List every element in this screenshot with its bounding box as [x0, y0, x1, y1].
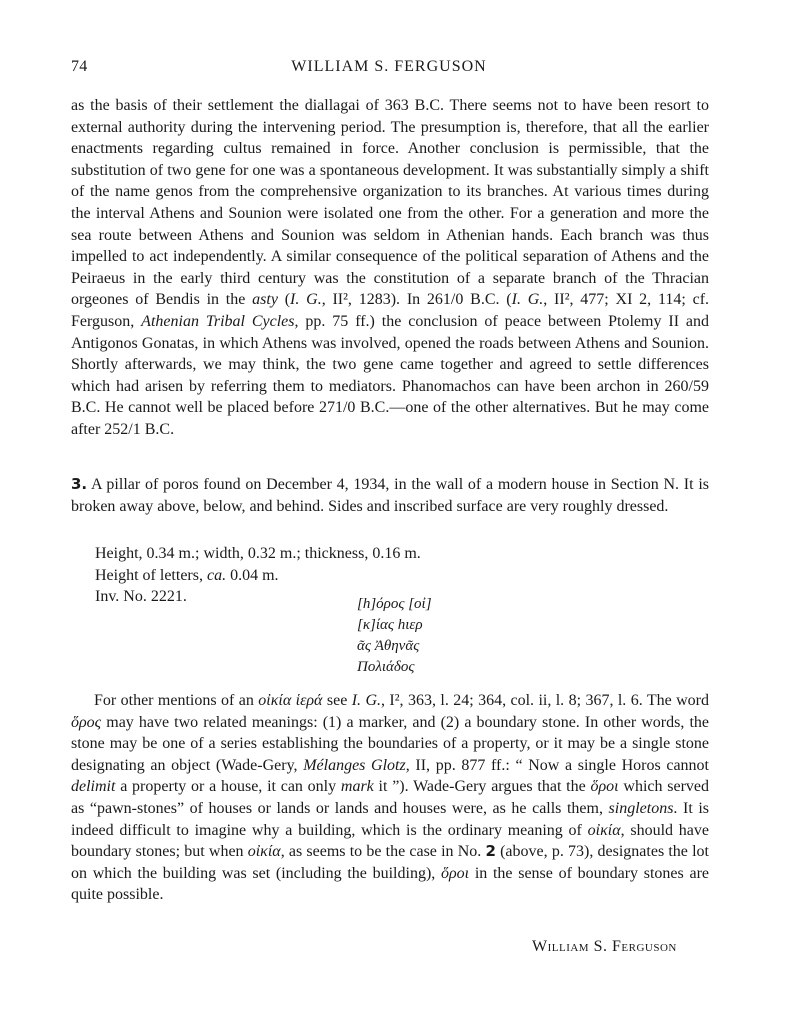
entry-number: 3.: [71, 475, 88, 493]
paragraph-continuation: as the basis of their settlement the diallagai of 363 B.C. There seems not to have been resort to external authority during the intervening period. The presumption is, therefore, that all the earlier enactments regarding cultus remained in force. Another conclusion is permissible, that the substitution of two gene for one was a spontaneous development. It was substantially simply a shift of the name genos from the comprehensive organization to its branches. At various times during the interval Athens and Sounion were isolated one from the other. For a generation and more the sea route between Athens and Sounion was seldom in Athenian hands. Each branch was thus impelled to act independently. A similar consequence of the political separation of Athens and the Peiraeus in the early third century was the constitution of a separate branch of the Thracian orgeones of Bendis in the asty (I. G., II², 1283). In 261/0 B.C. (I. G., II², 477; XI 2, 114; cf. Ferguson, Athenian Tribal Cycles, pp. 75 ff.) the conclusion of peace between Ptolemy II and Antigonos Gonatas, in which Athens was involved, opened the roads between Athens and Sounion. Shortly afterwards, we may think, the two gene came together and agreed to settle differences which had arisen by referring them to mediators. Phanomachos can have been archon in 260/59 B.C. He cannot well be placed before 271/0 B.C.—one of the other alternatives. But he may come after 252/1 B.C.: [71, 97, 710, 438]
page-header: [71, 58, 707, 82]
letter-height: Height of letters, ca. 0.04 m.: [95, 566, 279, 584]
greek-inscription: [357, 594, 557, 678]
inventory-number: Inv. No. 2221.: [95, 588, 187, 606]
inscription-line: [κ]ίας hιερ: [357, 617, 423, 633]
author-signature: William S. Ferguson: [532, 938, 677, 955]
inscription-line: Πολιάδος: [357, 659, 415, 675]
running-head: WILLIAM S. FERGUSON: [291, 58, 487, 75]
dimensions: Height, 0.34 m.; width, 0.32 m.; thickness, 0.16 m.: [95, 545, 421, 562]
page-number: 74: [71, 58, 88, 75]
entry-3-description: 3. A pillar of poros found on December 4, 1934, in the wall of a modern house in Section N. It is broken away above, below, and behind. Sides and inscribed surface are very roughly dressed.: [71, 475, 709, 515]
commentary-paragraph: For other mentions of an οἰκία ἱερά see I. G., I², 363, l. 24; 364, col. ii, l. 8; 367, l. 6. The word ὅρος may have two related meanings: (1) a marker, and (2) a boundary stone. In other words, the stone may be one of a series establishing the boundaries of a property, or it may be a single stone designating an object (Wade-Gery, Mélanges Glotz, II, pp. 877 ff.: “ Now a single Horos cannot delimit a property or a house, it can only mark it ”). Wade-Gery argues that the ὅροι which served as “pawn-stones” of houses or lands or lands and houses were, as he calls them, singletons. It is indeed difficult to imagine why a building, which is the ordinary meaning of οἰκία, should have boundary stones; but when οἰκία, as seems to be the case in No. 2 (above, p. 73), designates the lot on which the building was set (including the building), ὅροι in the sense of boundary stones are quite possible.: [71, 692, 710, 904]
inscription-line: ᾶς Ἀθηνᾶς: [357, 638, 420, 654]
inscription-line: [h]όρος [οἰ]: [357, 596, 432, 612]
